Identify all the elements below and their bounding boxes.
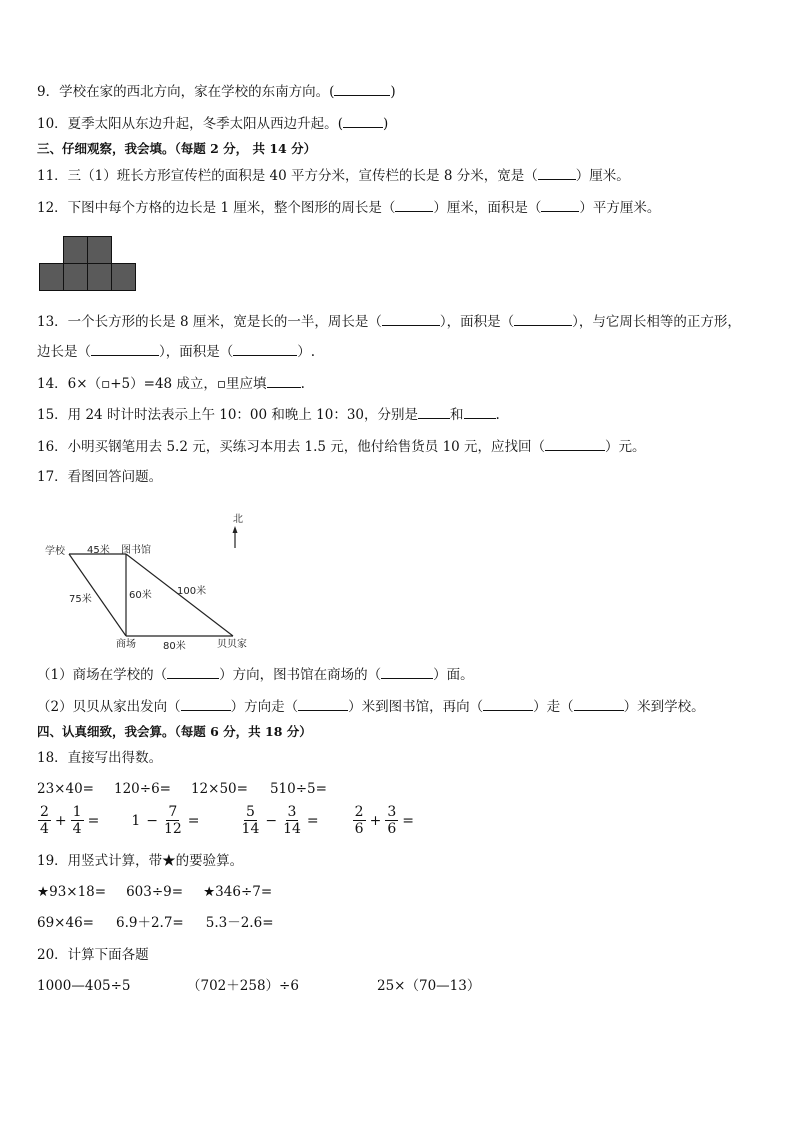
distance-library-mall: 60米 xyxy=(129,590,152,601)
grid-cell xyxy=(88,237,112,264)
answer-blank[interactable] xyxy=(574,697,624,711)
fraction: $\frac{3}{14}$ xyxy=(283,804,301,837)
answer-blank[interactable] xyxy=(514,312,572,326)
fraction: $\frac{5}{14}$ xyxy=(241,804,260,837)
fraction-expression: $\frac{2}{4}$ + $\frac{1}{4}$ = xyxy=(40,804,100,837)
question-10: 10．夏季太阳从东边升起，冬季太阳从西边升起。( ) xyxy=(37,116,389,132)
answer-blank[interactable] xyxy=(395,198,433,212)
question-13: 13．一个长方形的长是 8 厘米，宽是长的一半，周长是（ ），面积是（ ），与它周长相等的正方形， xyxy=(37,314,741,330)
answer-blank[interactable] xyxy=(538,166,576,180)
answer-blank[interactable] xyxy=(464,405,496,419)
map-diagram xyxy=(37,506,297,656)
q20-row: 1000—405÷5 （702＋258）÷6 25×（70—13） xyxy=(37,978,481,994)
grid-cell xyxy=(64,237,88,264)
fraction-expression: $\frac{2}{6}$ + $\frac{3}{6}$ = xyxy=(354,804,414,837)
answer-blank[interactable] xyxy=(483,697,533,711)
question-12: 12．下图中每个方格的边长是 1 厘米，整个图形的周长是（ ）厘米，面积是（ ）平方厘米。 xyxy=(37,200,661,216)
section-3-heading: 三、仔细观察，我会填。（每题 2 分， 共 14 分） xyxy=(37,141,317,156)
library-label: 图书馆 xyxy=(121,545,151,556)
answer-blank[interactable] xyxy=(381,665,433,679)
question-17: 17．看图回答问题。 xyxy=(37,469,163,485)
fraction: $\frac{2}{4}$ xyxy=(40,804,49,837)
q18-row-1: 23×40= 120÷6= 12×50= 510÷5= xyxy=(37,781,327,797)
answer-blank[interactable] xyxy=(167,665,219,679)
fraction: $\frac{2}{6}$ xyxy=(354,804,364,837)
question-19: 19．用竖式计算，带★的要验算。 xyxy=(37,853,244,869)
question-15: 15．用 24 时计时法表示上午 10：00 和晚上 10：30，分别是 和 . xyxy=(37,407,500,423)
question-20: 20．计算下面各题 xyxy=(37,947,149,963)
question-14: 14．6×（▫+5）=48 成立，▫里应填 . xyxy=(37,376,305,392)
answer-blank[interactable] xyxy=(181,697,231,711)
question-17-1: （1）商场在学校的（ ）方向，图书馆在商场的（ ）面。 xyxy=(37,667,474,683)
question-13-cont: 边长是（ ），面积是（ ）. xyxy=(37,344,316,360)
answer-blank[interactable] xyxy=(334,82,390,96)
answer-blank[interactable] xyxy=(91,342,159,356)
home-label: 贝贝家 xyxy=(217,639,247,650)
q18-row-2 xyxy=(37,804,417,837)
distance-mall-home: 80米 xyxy=(163,641,186,652)
q19-row-2: 69×46= 6.9＋2.7= 5.3－2.6= xyxy=(37,915,274,931)
question-17-2: （2）贝贝从家出发向（ ）方向走（ ）米到图书馆，再向（ ）走（ ）米到学校。 xyxy=(37,699,705,715)
answer-blank[interactable] xyxy=(382,312,440,326)
fraction: $\frac{7}{12}$ xyxy=(163,804,182,837)
answer-blank[interactable] xyxy=(418,405,450,419)
answer-blank[interactable] xyxy=(343,114,383,128)
question-16: 16．小明买钢笔用去 5.2 元，买练习本用去 1.5 元，他付给售货员 10 元，应找回（ ）元。 xyxy=(37,439,646,455)
grid-figure xyxy=(39,236,139,292)
answer-blank[interactable] xyxy=(298,697,348,711)
school-label: 学校 xyxy=(45,546,65,557)
question-18: 18．直接写出得数。 xyxy=(37,750,163,766)
north-arrowhead-icon xyxy=(233,526,238,533)
q19-row-1: ★93×18= 603÷9= ★346÷7= xyxy=(37,884,273,900)
distance-library-home: 100米 xyxy=(177,586,207,597)
question-11: 11．三（1）班长方形宣传栏的面积是 40 平方分米，宣传栏的长是 8 分米，宽是（ ）厘米。 xyxy=(37,168,630,184)
question-9: 9．学校在家的西北方向，家在学校的东南方向。( ) xyxy=(37,84,396,100)
fraction: $\frac{3}{6}$ xyxy=(387,804,397,837)
grid-cell xyxy=(64,264,88,291)
fraction-expression: 1 − $\frac{7}{12}$ = xyxy=(131,804,200,837)
grid-cell xyxy=(40,264,64,291)
grid-cell xyxy=(88,264,112,291)
north-label: 北 xyxy=(233,514,243,525)
distance-school-mall: 75米 xyxy=(69,594,92,605)
answer-blank[interactable] xyxy=(545,437,605,451)
distance-school-library: 45米 xyxy=(87,545,110,556)
answer-blank[interactable] xyxy=(233,342,297,356)
answer-blank[interactable] xyxy=(541,198,579,212)
answer-blank[interactable] xyxy=(267,374,301,388)
mall-label: 商场 xyxy=(116,639,136,650)
section-4-heading: 四、认真细致，我会算。（每题 6 分，共 18 分） xyxy=(37,724,312,739)
fraction-expression: $\frac{5}{14}$ − $\frac{3}{14}$ = xyxy=(241,804,319,837)
grid-cell xyxy=(112,264,136,291)
fraction: $\frac{1}{4}$ xyxy=(72,804,82,837)
